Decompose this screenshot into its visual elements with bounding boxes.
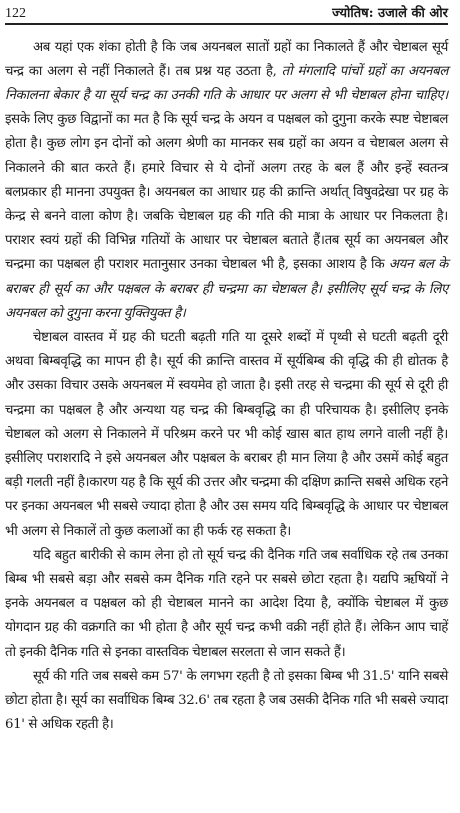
header-rule <box>5 23 448 25</box>
text-segment: चेष्टाबल वास्तव में ग्रह की घटती बढ़ती गति या दूसरे शब्दों में पृथ्वी से घटती बढ़ती दूरी अथवा बिम्बवृद्धि का मापन ही है। सूर्य की क्रान्ति वास्तव में सूर्यबिम्ब की वृद्धि की ही द्योतक है और उसका विचार उसके अयनबल में स्वयमेव हो जाता है। इसी तरह से चन्द्रमा की सूर्य से दूरी ही चन्द्रमा का पक्षबल है और अन्यथा यह चन्द्र की बिम्बवृद्धि का ही परिचायक है। इसीलिए इनके चेष्टाबल को अलग से निकालने में परिश्रम करने पर भी कोई खास बात हाथ लगने वाली नहीं है। इसीलिए पराशरादि ने इसे अयनबल और पक्षबल के बराबर ही मान लिया है और उसमें कोई बहुत बड़ी गलती नहीं है।कारण यह है कि सूर्य की उत्तर और चन्द्रमा की दक्षिण क्रान्ति सबसे अधिक रहने पर इनका अयनबल भी सबसे ज्यादा होता है और उस समय यदि बिम्बवृद्धि के आधार पर चेष्टाबल भी अलग से निकालें तो कुछ कलाओं का ही फर्क रह सकता है। <box>5 329 448 539</box>
italic-text-segment: तो मंगलादि पांचों ग्रहों का अयनबल निकालना बेकार है या सूर्य चन्द्र का उनकी गति के आधार पर अलग से भी चेष्टाबल होना चाहिए। <box>5 63 448 103</box>
paragraph-3 <box>5 544 448 665</box>
page-header <box>5 3 448 21</box>
text-segment: इसके लिए कुछ विद्वानों का मत है कि सूर्य चन्द्र के अयन व पक्षबल को दुगुना करके स्पष्ट चेष्टाबल होता है। कुछ लोग इन दोनों को अलग श्रेणी का मानकर सब ग्रहों का अयन व चेष्टाबल अलग से निकालने की बात करते हैं। हमारे विचार से ये दोनों अलग तरह के बल हैं और इन्हें स्वतन्त्र बलप्रकार ही मानना उपयुक्त है। अयनबल का आधार ग्रह की क्रान्ति अर्थात् विषुवद्रेखा पर ग्रह के केन्द्र से बनने वाला कोण है। जबकि चेष्टाबल ग्रह की गति की मात्रा के आधार पर निकलता है। पराशर स्वयं ग्रहों की विभिन्न गतियों के आधार पर चेष्टाबल बताते हैं।तब सूर्य का अयनबल और चन्द्रमा का पक्षबल ही पराशर मतानुसार उनका चेष्टाबल भी है, इसका आशय है कि <box>5 112 448 273</box>
text-segment: यदि बहुत बारीकी से काम लेना हो तो सूर्य चन्द्र की दैनिक गति जब सर्वाधिक रहे तब उनका बिम्ब भी सबसे बड़ा और सबसे कम दैनिक गति रहने पर सबसे छोटा रहता है। यद्यपि ऋषियों ने इनके अयनबल व पक्षबल को ही चेष्टाबल मानने का आदेश दिया है, क्योंकि चेष्टाबल में कुछ योगदान ग्रह की वक्रगति का भी होता है और सूर्य चन्द्र कभी वक्री नहीं होते हैं। लेकिन आप चाहें तो इनकी दैनिक गति से इनका वास्तविक चेष्टाबल सरलता से जान सकते हैं। <box>5 547 448 660</box>
body-text <box>5 36 448 738</box>
italic-text-segment: अयन बल के बराबर ही सूर्य का और पक्षबल के बराबर ही चन्द्रमा का चेष्टाबल है। इसीलिए सूर्य चन्द्र के लिए अयनबल को दुगुना करना युक्तियुक्त है। <box>5 257 448 321</box>
running-title: ज्योतिष: उजाले की ओर <box>332 6 448 21</box>
paragraph-1 <box>5 36 448 326</box>
text-segment: सूर्य की गति जब सबसे कम 57' के लगभग रहती है तो इसका बिम्ब भी 31.5' यानि सबसे छोटा होता है। सूर्य का सर्वाधिक बिम्ब 32.6' तब रहता है जब उसकी दैनिक गति भी सबसे ज्यादा 61' से अधिक रहती है। <box>5 668 448 733</box>
paragraph-2 <box>5 326 448 544</box>
page-number: 122 <box>5 6 26 21</box>
text-segment: अब यहां एक शंका होती है कि जब अयनबल सातों ग्रहों का निकालते हैं और चेष्टाबल सूर्य चन्द्र का अलग से नहीं निकालते हैं। तब प्रश्न यह उठता है, <box>5 39 448 79</box>
paragraph-4 <box>5 665 448 738</box>
